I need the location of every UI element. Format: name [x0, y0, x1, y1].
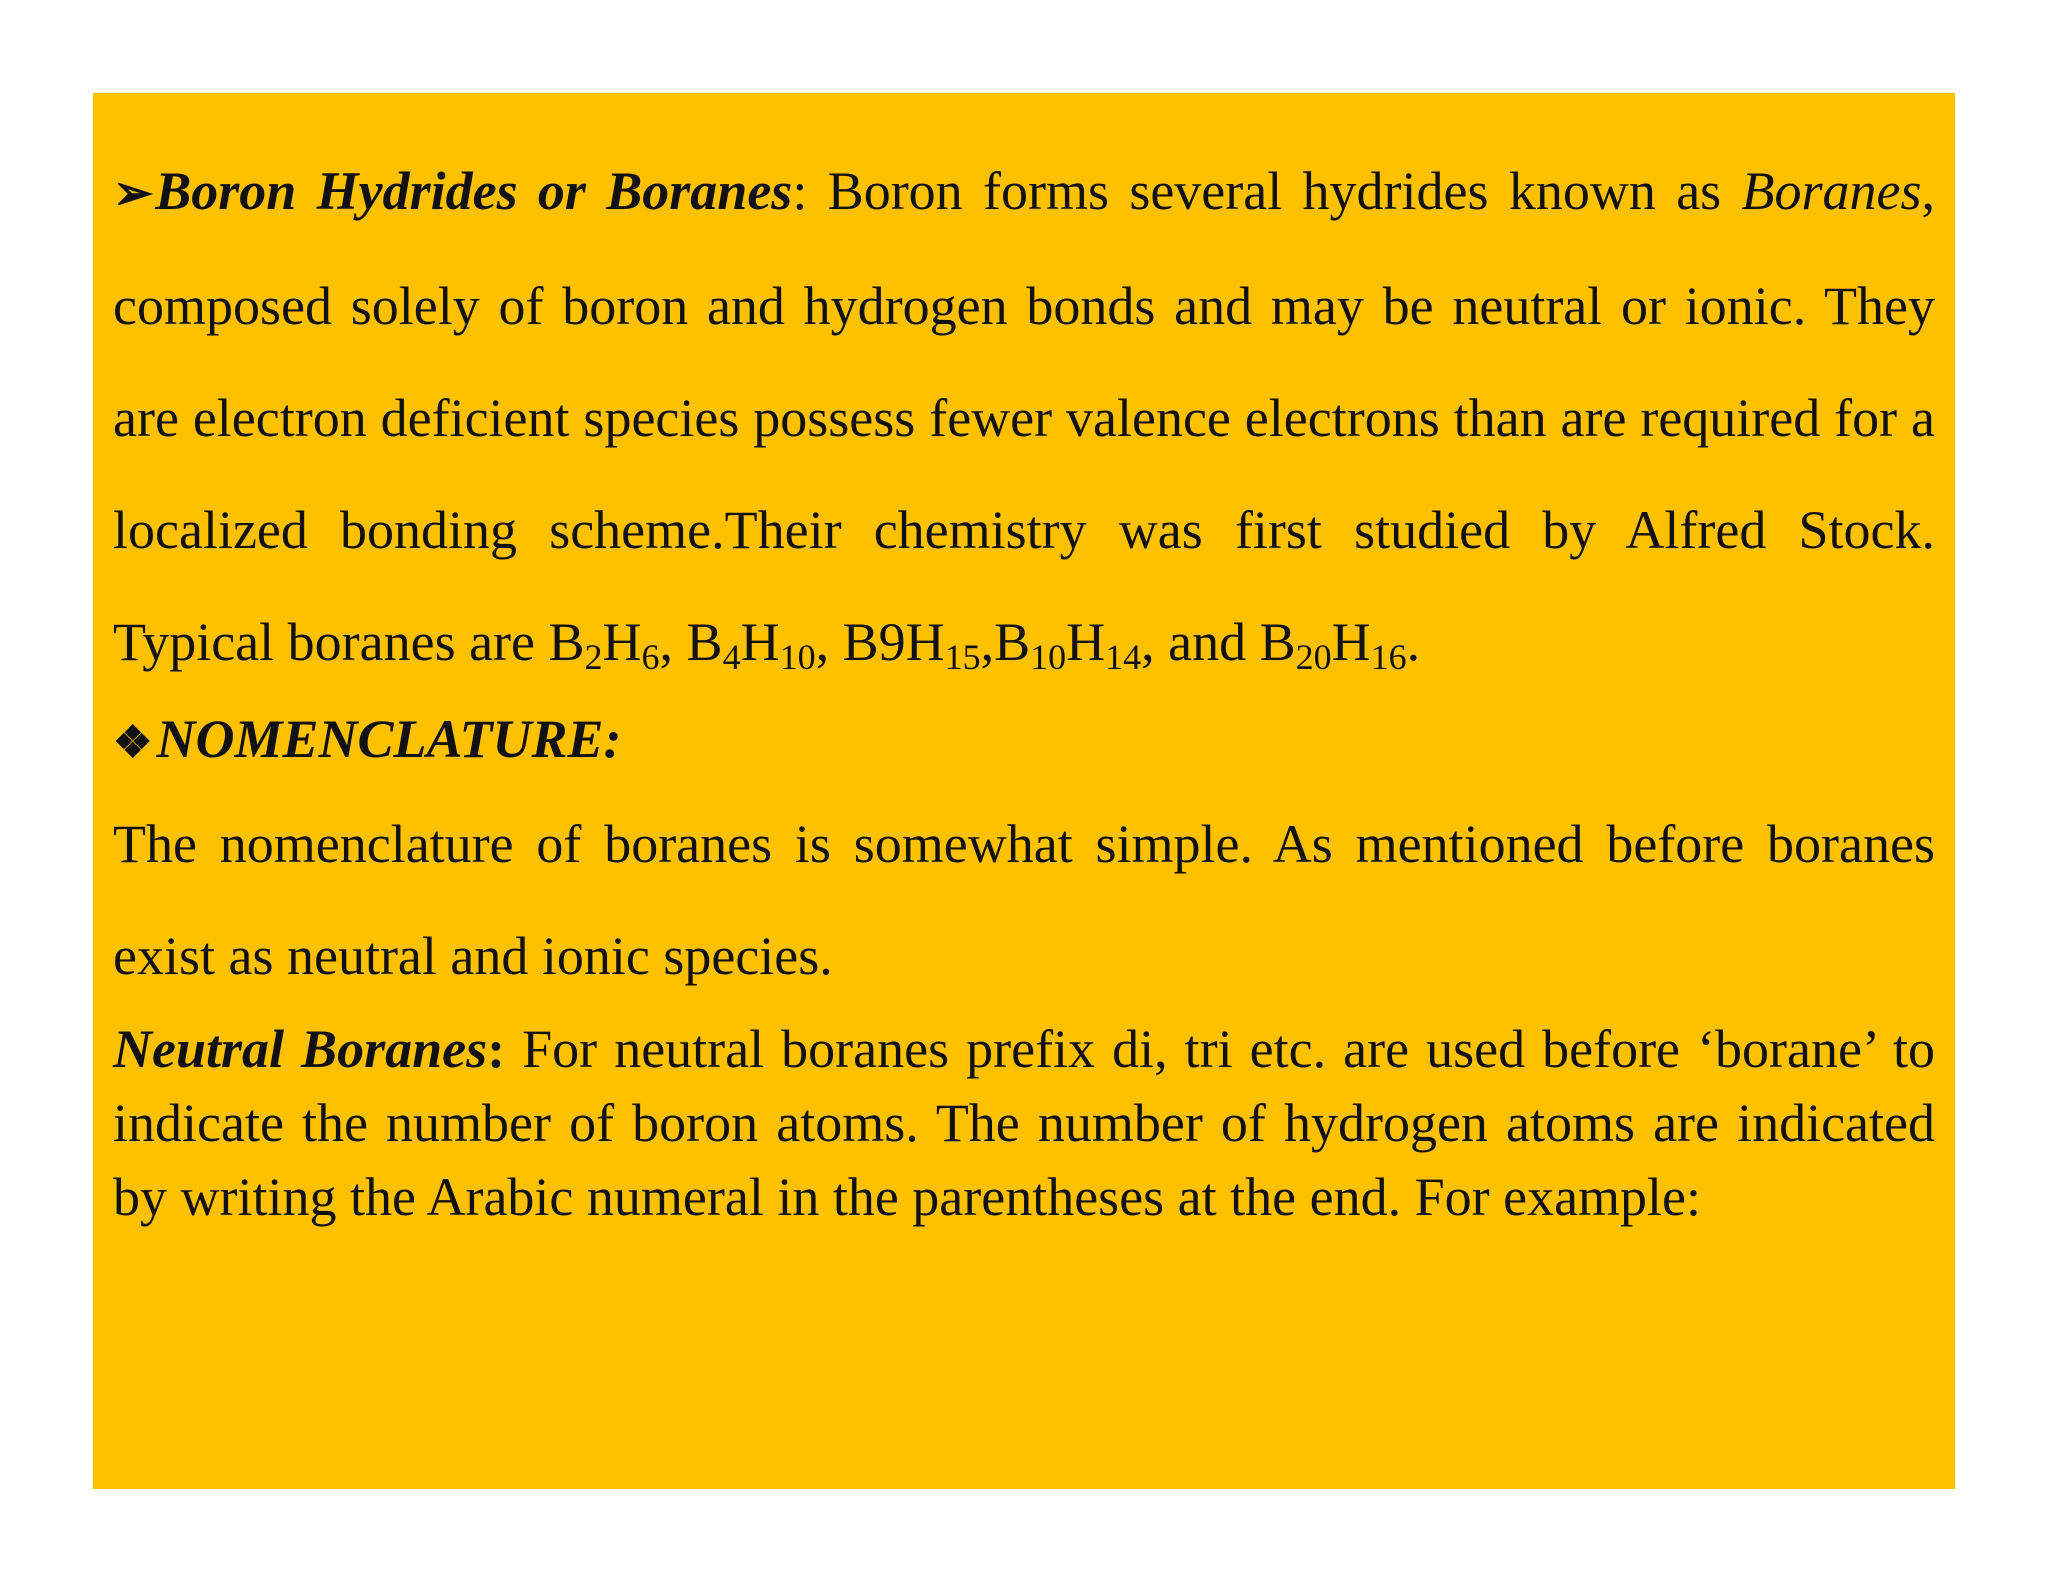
diamond-bullet-icon: ❖	[113, 718, 153, 767]
boranes-title: Boron Hydrides or Boranes	[155, 161, 793, 221]
nomenclature-title: NOMENCLATURE:	[156, 709, 622, 769]
formula-b4h10: $B_4H_{10}$	[686, 612, 816, 677]
formula-b2h6: $B_2H_6$	[548, 612, 660, 677]
boranes-definition-paragraph: ➢Boron Hydrides or Boranes: Boron forms several hydrides known as Boranes, composed solely of boron and hydrogen bonds and may be neutral or ionic. They are electron deficient species possess fewer valence electrons than are required for a localized bonding scheme.Their chemistry was first studied by Alfred Stock. Typical boranes are $B_2H_6$, $B_4H_{10}$, $B9H_{15},B_{10}H_{14}$, and $B_{20}H_{16}$.	[113, 135, 1935, 698]
boranes-title-colon: :	[792, 161, 808, 221]
formula-b9h15: $B9H_{15}$	[842, 612, 981, 677]
nomenclature-paragraph: The nomenclature of boranes is somewhat simple. As mentioned before boranes exist as neutral and ionic species.	[113, 814, 1935, 986]
slide-content-panel	[93, 93, 1955, 1489]
boranes-text-1: Boron forms several hydrides known as	[807, 161, 1742, 221]
boranes-text-2: , composed solely of boron and hydrogen bonds and may be neutral or ionic. They are electron deficient species possess fewer valence electrons than are required for a localized bonding scheme.Their chemistry was first studied by Alfred Stock. Typical boranes are	[113, 161, 1935, 672]
boranes-italic-term: Boranes	[1741, 161, 1922, 221]
neutral-boranes-text: For neutral boranes prefix di, tri etc. are used before ‘borane’ to indicate the number of boron atoms. The number of hydrogen atoms are indicated by writing the Arabic numeral in the parentheses at the end. For example:	[113, 1019, 1935, 1227]
neutral-boranes-colon: :	[487, 1019, 506, 1079]
formula-b20h16: $B_{20}H_{16}$	[1259, 612, 1407, 677]
nomenclature-heading	[113, 700, 1935, 782]
arrow-bullet-icon: ➢	[113, 167, 154, 220]
formula-b10h14: $B_{10}H_{14}$	[994, 612, 1142, 677]
neutral-boranes-paragraph	[113, 1012, 1935, 1234]
neutral-boranes-title: Neutral Boranes	[113, 1019, 488, 1079]
